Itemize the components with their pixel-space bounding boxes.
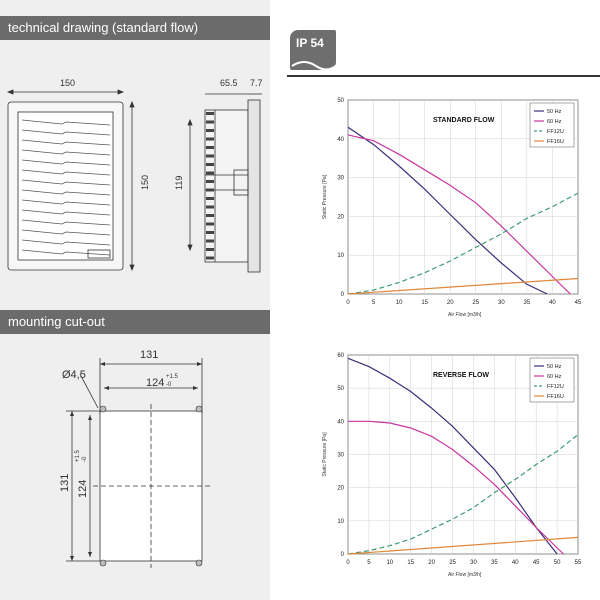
x-tick-label: 40 (511, 560, 519, 566)
x-tick-label: 30 (470, 560, 477, 566)
height-tol-lower: -0 (82, 456, 88, 462)
x-tick-label: 55 (574, 560, 582, 566)
y-tick-label: 0 (340, 292, 344, 298)
x-tick-label: 5 (371, 300, 376, 306)
hole-top-left (100, 406, 106, 412)
mounting-panel (0, 334, 270, 600)
side-tooth (206, 138, 214, 141)
reverse-flow-chart (290, 345, 590, 590)
x-tick-label: 50 (553, 560, 561, 566)
legend-label: FF16U (547, 394, 564, 400)
x-axis-label: Air Flow [m3/h] (448, 572, 482, 578)
side-tooth (206, 257, 214, 260)
x-tick-label: 5 (367, 560, 371, 566)
side-tooth (206, 189, 214, 192)
y-axis-label: Static Pressure [Pa] (322, 432, 328, 477)
y-tick-label: 50 (337, 98, 344, 104)
standard-flow-chart (290, 90, 590, 330)
x-tick-label: 40 (549, 300, 556, 306)
width-tol-lower: -0 (166, 382, 172, 388)
side-tooth (206, 214, 214, 217)
side-tooth (206, 180, 214, 183)
outer-width-label: 131 (140, 349, 159, 361)
y-tick-label: 0 (340, 552, 344, 558)
hole-bottom-right (196, 560, 202, 566)
side-flange (248, 100, 260, 272)
side-tooth (206, 155, 214, 158)
front-width-label: 150 (60, 78, 76, 88)
y-tick-label: 60 (337, 353, 344, 359)
side-tooth (206, 240, 214, 243)
legend-label: 50 Hz (547, 364, 562, 370)
chart-title: REVERSE FLOW (433, 372, 490, 379)
side-depth-a-label: 65.5 (220, 78, 238, 88)
hole-top-right (196, 406, 202, 412)
y-tick-label: 30 (337, 452, 344, 459)
side-tooth (206, 248, 214, 251)
x-axis-label: Air Flow [m3/h] (448, 312, 482, 318)
legend-label: 60 Hz (547, 374, 562, 380)
legend-label: 50 Hz (547, 109, 562, 115)
front-height-label: 150 (140, 174, 150, 190)
legend-label: FF12U (547, 384, 564, 390)
side-tooth (206, 129, 214, 132)
tech-drawing-panel (0, 40, 270, 295)
side-height-label: 119 (174, 175, 184, 190)
y-tick-label: 10 (337, 253, 344, 260)
x-tick-label: 25 (449, 560, 456, 566)
x-tick-label: 20 (446, 300, 454, 306)
x-tick-label: 10 (386, 560, 394, 566)
side-tooth (206, 163, 214, 166)
side-tooth (206, 146, 214, 149)
y-tick-label: 20 (337, 214, 344, 221)
y-tick-label: 20 (337, 485, 344, 492)
outer-height-label: 131 (59, 473, 71, 492)
side-body (205, 110, 248, 262)
y-tick-label: 40 (337, 419, 344, 426)
x-tick-label: 10 (395, 300, 403, 306)
hole-bottom-left (100, 560, 106, 566)
legend-label: 60 Hz (547, 119, 562, 125)
y-tick-label: 50 (337, 386, 344, 393)
y-tick-label: 30 (337, 175, 344, 182)
side-tooth (206, 121, 214, 124)
legend-label: FF12U (547, 129, 564, 135)
header-rule (287, 75, 600, 77)
ip-rating-label: IP 54 (296, 36, 324, 50)
legend (530, 103, 574, 147)
width-tol-upper: +1.5 (166, 374, 178, 380)
hole-diameter-label: Ø4,5 (62, 369, 86, 381)
x-tick-label: 0 (346, 300, 350, 306)
chart-title: STANDARD FLOW (433, 117, 495, 124)
x-tick-label: 20 (428, 560, 435, 566)
side-tooth (206, 172, 214, 175)
side-tooth (206, 112, 214, 115)
x-tick-label: 15 (407, 560, 415, 566)
inner-width-label: 124 (146, 377, 165, 389)
side-tooth (206, 223, 214, 226)
legend-label: FF16U (547, 139, 564, 145)
y-tick-label: 10 (337, 518, 344, 525)
y-axis-label: Static Pressure [Pa] (322, 174, 328, 220)
legend (530, 358, 574, 402)
x-tick-label: 35 (523, 300, 531, 306)
x-tick-label: 15 (421, 300, 429, 306)
x-tick-label: 45 (532, 560, 540, 566)
x-tick-label: 30 (497, 300, 505, 306)
ip-wave-icon (290, 54, 340, 74)
side-tooth (206, 206, 214, 209)
front-view (8, 90, 134, 270)
mounting-header: mounting cut-out (0, 310, 270, 334)
x-tick-label: 25 (472, 300, 480, 306)
x-tick-label: 45 (574, 300, 582, 306)
side-tooth (206, 231, 214, 234)
x-tick-label: 0 (346, 560, 350, 566)
height-tol-upper: +1.5 (75, 450, 81, 462)
y-tick-label: 40 (337, 136, 344, 143)
side-view (188, 94, 262, 272)
tech-drawing-header: technical drawing (standard flow) (0, 16, 270, 40)
side-depth-b-label: 7.7 (250, 78, 263, 88)
x-tick-label: 35 (491, 560, 498, 566)
side-tooth (206, 197, 214, 200)
inner-height-label: 124 (77, 479, 89, 498)
